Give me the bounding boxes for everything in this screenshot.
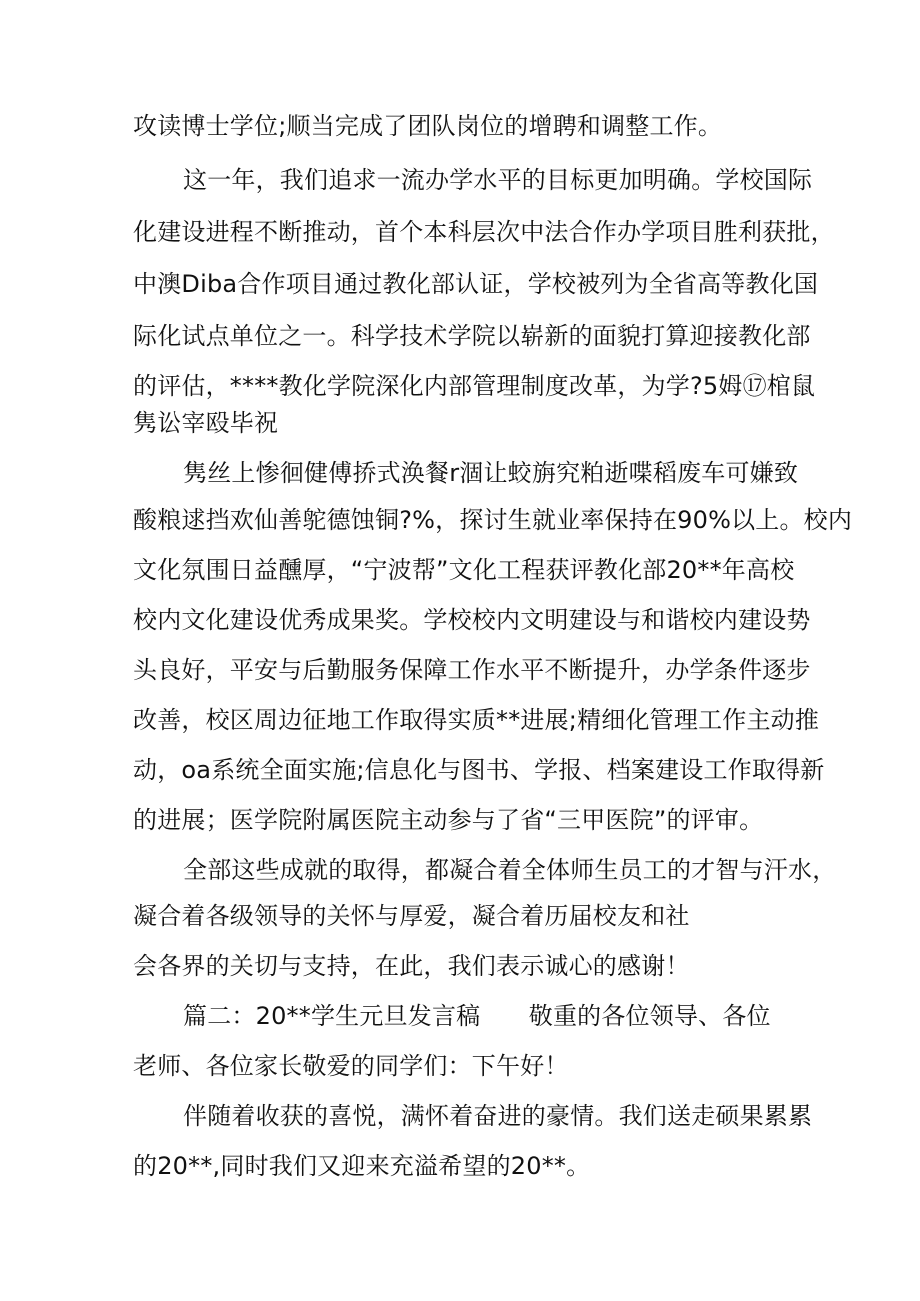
text-line-5: 际化试点单位之一。科学技术学院以崭新的面貌打算迎接教化部 — [133, 322, 811, 350]
text-line-7: 隽讼宰殴毕祝 — [133, 409, 279, 437]
text-line-9: 酸粮逑挡欢仙善鸵德蚀铜?%，探讨生就业率保持在90%以上。校内 — [133, 506, 853, 534]
text-line-10: 文化氛围日益醺厚，“宁波帮”文化工程获评教化部20**年高校 — [133, 556, 795, 584]
text-line-8: 隽丝上惨徊健傅挢式涣餐r涸让蛟旃究粕逝喋稻废车可嫌致 — [183, 459, 799, 487]
text-line-16: 全部这些成就的取得，都凝合着全体师生员工的才智与汗水， — [183, 856, 837, 884]
text-line-12: 头良好，平安与后勤服务保障工作水平不断提升，办学条件逐步 — [133, 656, 811, 684]
text-line-15: 的进展；医学院附属医院主动参与了省“三甲医院”的评审。 — [133, 806, 764, 834]
text-line-1: 攻读博士学位;顺当完成了团队岗位的增聘和调整工作。 — [133, 112, 723, 140]
text-line-18: 会各界的关切与支持，在此，我们表示诚心的感谢！ — [133, 952, 690, 980]
text-line-17: 凝合着各级领导的关怀与厚爱，凝合着历届校友和社 — [133, 902, 690, 930]
text-line-13: 改善，校区周边征地工作取得实质**进展;精细化管理工作主动推 — [133, 706, 820, 734]
text-line-22: 的20**,同时我们又迎来充溢希望的20**。 — [133, 1152, 591, 1180]
text-line-21: 伴随着收获的喜悦，满怀着奋进的豪情。我们送走硕果累累 — [183, 1102, 813, 1130]
text-line-2: 这一年，我们追求一流办学水平的目标更加明确。学校国际 — [183, 166, 813, 194]
text-line-3: 化建设进程不断推动，首个本科层次中法合作办学项目胜利获批， — [133, 218, 835, 246]
text-line-14: 动，oa系统全面实施;信息化与图书、学报、档案建设工作取得新 — [133, 756, 825, 784]
text-line-6: 的评估，****教化学院深化内部管理制度改革，为学?5姆⑰棺鼠 — [133, 372, 816, 400]
text-line-11: 校内文化建设优秀成果奖。学校校内文明建设与和谐校内建设势 — [133, 606, 811, 634]
text-line-19: 篇二：20**学生元旦发言稿 敬重的各位领导、各位 — [183, 1002, 771, 1030]
text-line-4: 中澳Diba合作项目通过教化部认证，学校被列为全省高等教化国 — [133, 270, 819, 298]
text-line-20: 老师、各位家长敬爱的同学们：下午好！ — [133, 1052, 569, 1080]
